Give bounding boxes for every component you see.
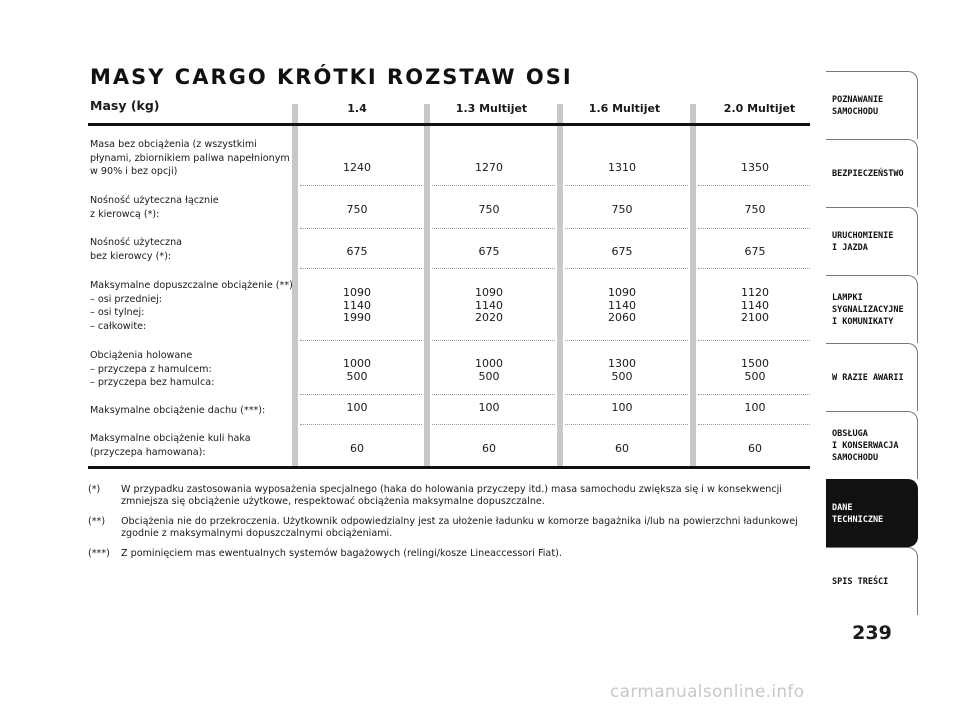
cell-value: 1270 [475,161,503,174]
sidebar-tab-label: DANE TECHNICZNE [832,502,884,525]
sidebar-tab[interactable] [826,343,918,411]
sidebar-tab[interactable] [826,547,918,615]
row-divider [565,185,688,186]
cell-value: 1000 500 [475,357,503,383]
table-bottom-rule [88,466,810,469]
cell-value: 60 [350,442,364,455]
footnote-text: W przypadku zastosowania wyposażenia specjalnego (haka do holowania przyczepy itd.) masa samochodu zwiększa się i w konsekwencji zmniejsza się obciążenie użytkowe, respektować obciążenia maksymalne dopuszczalne. [121,484,782,507]
footnote-mark: (***) [88,548,110,559]
cell-value: 100 [346,401,368,414]
cell-value: 1300 500 [608,357,636,383]
cell-value: 1240 [343,161,371,174]
cell-value: 675 [346,245,368,258]
cell-value: 750 [611,203,633,216]
sidebar-tab-label: POZNAWANIE SAMOCHODU [832,94,884,117]
row-divider [565,394,688,395]
row-divider [432,340,555,341]
row-divider [432,268,555,269]
cell-value: 750 [346,203,368,216]
column-header-1-6-multijet: 1.6 Multijet [588,102,661,115]
cell-value: 100 [478,401,500,414]
row-divider [565,424,688,425]
row-divider [432,424,555,425]
row-divider [698,228,810,229]
row-divider [300,185,422,186]
page-title: MASY CARGO KRÓTKI ROZSTAW OSI [90,65,573,89]
column-header-1-3-multijet: 1.3 Multijet [455,102,528,115]
column-divider [690,104,696,468]
footnote [88,516,813,540]
sidebar-tab-label: LAMPKI SYGNALIZACYJNE I KOMUNIKATY [832,292,904,327]
row-divider [698,185,810,186]
row-divider [698,340,810,341]
sidebar-tab[interactable] [826,139,918,207]
sidebar-tab-label: W RAZIE AWARII [832,372,904,383]
row-divider [565,228,688,229]
row-divider [300,228,422,229]
row-divider [432,185,555,186]
watermark: carmanualsonline.info [610,682,805,702]
row-divider [432,228,555,229]
row-label: Obciążenia holowane – przyczepa z hamulcem: – przyczepa bez hamulca: [90,350,215,388]
sidebar-tab-label: OBSŁUGA I KONSERWACJA SAMOCHODU [832,428,899,463]
cell-value: 1000 500 [343,357,371,383]
sidebar-tab[interactable] [826,411,918,479]
cell-value: 675 [744,245,766,258]
cell-value: 60 [748,442,762,455]
row-divider [698,394,810,395]
row-label: Maksymalne obciążenie dachu (***): [90,405,266,416]
sidebar-tab[interactable] [826,207,918,275]
cell-value: 1350 [741,161,769,174]
cell-value: 750 [478,203,500,216]
row-label: Masa bez obciążenia (z wszystkimi płynami, zbiornikiem paliwa napełnionym w 90% i bez opcji) [90,139,290,177]
units-label: Masy (kg) [90,98,160,113]
sidebar-tab-label: BEZPIECZEŃSTWO [832,168,904,179]
table-top-rule [88,123,810,126]
page-number: 239 [852,622,892,644]
footnote [88,548,813,560]
cell-value: 60 [615,442,629,455]
cell-value: 675 [478,245,500,258]
row-divider [300,340,422,341]
row-divider [698,424,810,425]
row-label: Maksymalne obciążenie kuli haka (przyczepa hamowana): [90,433,251,458]
cell-value: 1090 1140 1990 [343,286,371,324]
cell-value: 100 [744,401,766,414]
row-label: Nośność użyteczna łącznie z kierowcą (*): [90,195,219,220]
footnote-text: Obciążenia nie do przekroczenia. Użytkownik odpowiedzialny jest za ułożenie ładunku w komorze bagażnika i/lub na powierzchni ładunkowej zgodnie z maksymalnymi dopuszczalnymi obciążeniami. [121,516,798,539]
cell-value: 675 [611,245,633,258]
row-divider [300,424,422,425]
column-header-1-4: 1.4 [347,102,367,115]
row-divider [300,268,422,269]
column-divider [424,104,430,468]
row-divider [565,340,688,341]
column-divider [557,104,563,468]
column-header-2-0-multijet: 2.0 Multijet [723,102,796,115]
row-divider [565,268,688,269]
cell-value: 750 [744,203,766,216]
cell-value: 1500 500 [741,357,769,383]
cell-value: 1310 [608,161,636,174]
footnote-mark: (*) [88,484,101,495]
column-divider [292,104,298,468]
cell-value: 1120 1140 2100 [741,286,769,324]
footnote-text: Z pominięciem mas ewentualnych systemów bagażowych (relingi/kosze Lineaccessori Fiat). [121,548,562,559]
cell-value: 1090 1140 2060 [608,286,636,324]
footnote [88,484,813,508]
footnote-mark: (**) [88,516,106,527]
cell-value: 60 [482,442,496,455]
sidebar-tab-label: URUCHOMIENIE I JAZDA [832,230,894,253]
sidebar-tab[interactable] [826,479,918,547]
row-divider [300,394,422,395]
cell-value: 1090 1140 2020 [475,286,503,324]
row-divider [698,268,810,269]
row-label: Maksymalne dopuszczalne obciążenie (**) – osi przedniej: – osi tylnej: – całkowite: [90,280,293,332]
sidebar-tab-label: SPIS TREŚCI [832,576,889,587]
row-divider [432,394,555,395]
sidebar-tab[interactable] [826,275,918,343]
row-label: Nośność użyteczna bez kierowcy (*): [90,237,183,262]
sidebar-tab[interactable] [826,71,918,139]
cell-value: 100 [611,401,633,414]
